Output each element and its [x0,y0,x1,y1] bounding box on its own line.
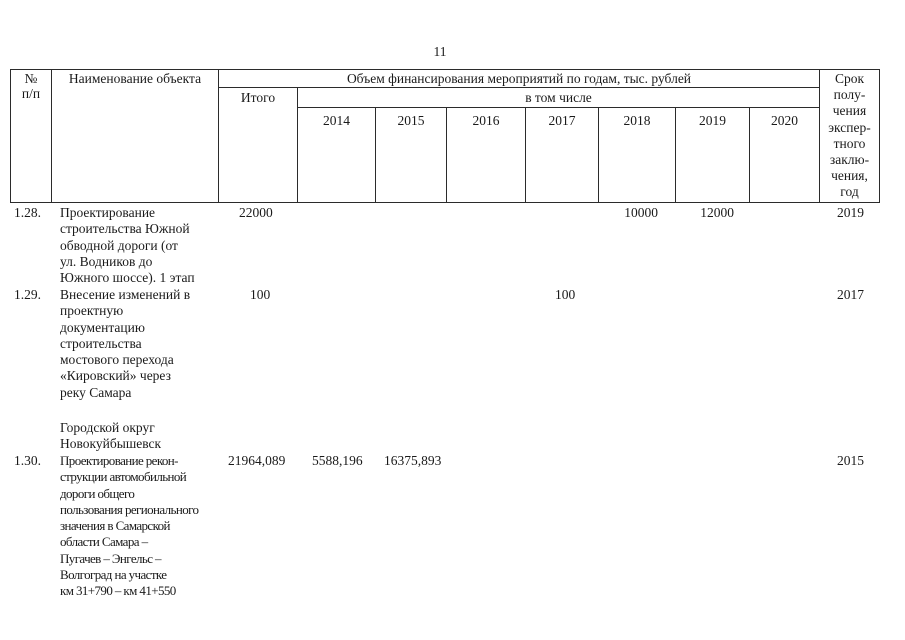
row-name-line: дороги общего [60,485,135,501]
row-name-line: Проектирование рекон- [60,453,178,468]
header-including: в том числе [525,90,592,105]
row-name-line: мостового перехода [60,352,174,368]
row-total: 100 [250,287,271,302]
header-year-2017: 2017 [548,113,576,128]
header-num-line: № [24,71,38,86]
row-deadline: 2019 [837,205,864,220]
row-deadline: 2015 [837,453,864,468]
header-deadline-line: год [840,184,859,200]
row-name [60,205,222,286]
header-deadline [820,71,879,201]
row-name-line: «Кировский» через [60,368,171,384]
header-num [11,71,51,101]
row-total: 22000 [239,205,273,220]
header-deadline-line: полу- [833,87,866,103]
row-value-2015: 16375,893 [384,453,442,468]
row-number: 1.30. [14,453,41,468]
header-year-2019: 2019 [699,113,726,128]
row-name-line: Пугачев – Энгельс – [60,550,161,566]
row-name-line: области Самара – [60,534,148,550]
row-name-line: струкции автомобильной [60,469,187,485]
header-financing: Объем финансирования мероприятий по годам, тыс. рублей [346,71,692,86]
row-name-line: Проектирование [60,205,156,220]
row-name-line: реку Самара [60,384,132,400]
row-name-line: строительства [60,335,142,351]
section-heading [60,420,222,453]
section-heading-line: Новокуйбышевск [60,436,162,452]
row-name-line: Волгоград на участке [60,567,167,583]
row-value-2018: 10000 [624,205,658,220]
header-deadline-line: заклю- [829,152,870,168]
row-value-2014: 5588,196 [312,453,363,468]
row-total: 21964,089 [228,453,286,468]
row-name-line: документацию [60,319,145,335]
row-number: 1.28. [14,205,41,220]
row-value-2019: 12000 [700,205,734,220]
row-name-line: км 31+790 – км 41+550 [60,583,176,599]
header-year-2016: 2016 [472,113,500,128]
row-name-line: значения в Самарской [60,518,170,534]
row-name-line: Южного шоссе). 1 этап [60,270,195,286]
header-year-2020: 2020 [771,113,798,128]
row-deadline: 2017 [837,287,864,302]
row-name-line: обводной дороги (от [60,237,178,253]
row-value-2017: 100 [555,287,576,302]
header-deadline-line: чения [832,103,867,119]
row-name-line: строительства Южной [60,221,190,237]
header-deadline-line: тного [833,135,866,151]
row-name-line: ул. Водников до [60,253,153,269]
row-name-line: Внесение изменений в [60,287,191,302]
header-year-2014: 2014 [323,113,350,128]
row-name [60,287,222,401]
header-deadline-line: экспер- [828,119,871,135]
row-name-line: проектную [60,303,124,319]
header-num-line: п/п [21,86,41,101]
header-name: Наименование объекта [68,71,202,86]
row-name-line: пользования регионального [60,501,199,517]
header-total: Итого [240,90,276,105]
row-number: 1.29. [14,287,41,302]
section-heading-line: Городской округ [60,420,155,435]
page-number: 11 [433,44,447,59]
row-name [60,453,220,600]
header-year-2018: 2018 [623,113,651,128]
header-year-2015: 2015 [397,113,425,128]
header-deadline-line: Срок [834,71,865,86]
header-deadline-line: чения, [831,168,868,184]
